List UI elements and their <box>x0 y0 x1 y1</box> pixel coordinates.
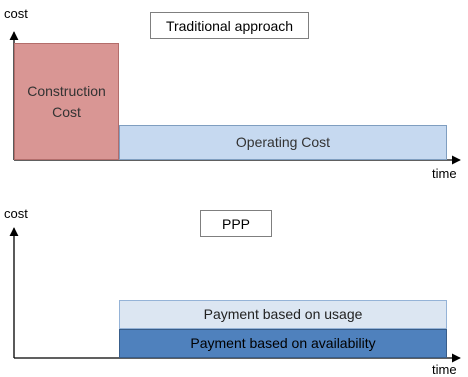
bottom-x-axis-label: time <box>432 362 457 377</box>
bottom-y-axis-label: cost <box>4 206 28 221</box>
payment-availability-block: Payment based on availability <box>119 329 447 358</box>
payment-usage-block: Payment based on usage <box>119 300 447 329</box>
bottom-panel-title: PPP <box>200 210 272 237</box>
construction-cost-block: Construction Cost <box>14 43 119 160</box>
operating-cost-block: Operating Cost <box>119 125 447 160</box>
top-y-axis-label: cost <box>4 6 28 21</box>
top-x-axis-label: time <box>432 166 457 181</box>
top-panel-title: Traditional approach <box>150 12 309 39</box>
